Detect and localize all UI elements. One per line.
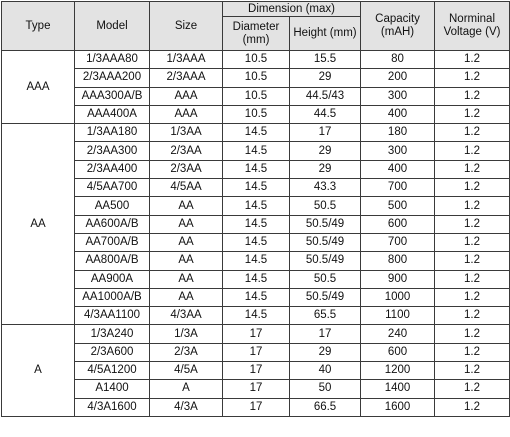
diameter-cell: 14.5 — [223, 197, 290, 215]
battery-spec-table — [1, 1, 510, 417]
table-header — [2, 2, 510, 51]
voltage-cell: 1.2 — [435, 380, 510, 398]
height-cell: 29 — [290, 69, 361, 87]
table-row — [2, 105, 510, 123]
size-cell: AAA — [150, 87, 223, 105]
diameter-cell: 10.5 — [223, 51, 290, 69]
diameter-cell: 17 — [223, 398, 290, 416]
header-diameter: Diameter (mm) — [223, 17, 290, 51]
type-cell: AAA — [2, 51, 75, 124]
diameter-cell: 10.5 — [223, 87, 290, 105]
voltage-cell: 1.2 — [435, 69, 510, 87]
table-row — [2, 307, 510, 325]
height-cell: 65.5 — [290, 307, 361, 325]
height-cell: 40 — [290, 362, 361, 380]
diameter-cell: 14.5 — [223, 124, 290, 142]
header-type: Type — [2, 2, 75, 51]
table-row — [2, 215, 510, 233]
size-cell: AA — [150, 270, 223, 288]
height-cell: 29 — [290, 343, 361, 361]
capacity-cell: 1600 — [361, 398, 435, 416]
header-size: Size — [150, 2, 223, 51]
type-cell: A — [2, 325, 75, 416]
voltage-cell: 1.2 — [435, 87, 510, 105]
diameter-cell: 17 — [223, 325, 290, 343]
size-cell: 2/3AAA — [150, 69, 223, 87]
voltage-cell: 1.2 — [435, 252, 510, 270]
table-row — [2, 69, 510, 87]
model-cell: 1/3A240 — [75, 325, 150, 343]
model-cell: 1/3AA180 — [75, 124, 150, 142]
height-cell: 50.5 — [290, 197, 361, 215]
height-cell: 44.5 — [290, 105, 361, 123]
table-row — [2, 142, 510, 160]
height-cell: 17 — [290, 325, 361, 343]
voltage-cell: 1.2 — [435, 105, 510, 123]
diameter-cell: 14.5 — [223, 160, 290, 178]
model-cell: AA900A — [75, 270, 150, 288]
height-cell: 15.5 — [290, 51, 361, 69]
model-cell: 4/5A1200 — [75, 362, 150, 380]
size-cell: 4/5AA — [150, 179, 223, 197]
diameter-cell: 10.5 — [223, 105, 290, 123]
table-row — [2, 398, 510, 416]
voltage-cell: 1.2 — [435, 233, 510, 251]
capacity-cell: 1200 — [361, 362, 435, 380]
diameter-cell: 14.5 — [223, 233, 290, 251]
height-cell: 29 — [290, 160, 361, 178]
size-cell: 4/3A — [150, 398, 223, 416]
size-cell: 1/3AA — [150, 124, 223, 142]
table-row — [2, 343, 510, 361]
diameter-cell: 14.5 — [223, 179, 290, 197]
model-cell: AA600A/B — [75, 215, 150, 233]
capacity-cell: 180 — [361, 124, 435, 142]
height-cell: 50.5/49 — [290, 252, 361, 270]
height-cell: 50.5/49 — [290, 233, 361, 251]
diameter-cell: 14.5 — [223, 307, 290, 325]
capacity-cell: 900 — [361, 270, 435, 288]
voltage-cell: 1.2 — [435, 343, 510, 361]
header-dimension: Dimension (max) — [223, 2, 361, 17]
model-cell: AAA300A/B — [75, 87, 150, 105]
model-cell: 2/3AAA200 — [75, 69, 150, 87]
voltage-cell: 1.2 — [435, 215, 510, 233]
voltage-cell: 1.2 — [435, 325, 510, 343]
header-capacity: Capacity (mAH) — [361, 2, 435, 51]
header-height: Height (mm) — [290, 17, 361, 51]
capacity-cell: 400 — [361, 160, 435, 178]
diameter-cell: 14.5 — [223, 288, 290, 306]
voltage-cell: 1.2 — [435, 197, 510, 215]
voltage-cell: 1.2 — [435, 179, 510, 197]
table-row — [2, 160, 510, 178]
model-cell: AA1000A/B — [75, 288, 150, 306]
model-cell: 4/5AA700 — [75, 179, 150, 197]
table-row — [2, 197, 510, 215]
diameter-cell: 14.5 — [223, 270, 290, 288]
size-cell: AA — [150, 252, 223, 270]
capacity-cell: 400 — [361, 105, 435, 123]
capacity-cell: 700 — [361, 233, 435, 251]
capacity-cell: 600 — [361, 343, 435, 361]
model-cell: AA700A/B — [75, 233, 150, 251]
voltage-cell: 1.2 — [435, 142, 510, 160]
capacity-cell: 1400 — [361, 380, 435, 398]
capacity-cell: 600 — [361, 215, 435, 233]
capacity-cell: 800 — [361, 252, 435, 270]
diameter-cell: 17 — [223, 362, 290, 380]
size-cell: 2/3AA — [150, 160, 223, 178]
diameter-cell: 14.5 — [223, 142, 290, 160]
capacity-cell: 300 — [361, 142, 435, 160]
capacity-cell: 200 — [361, 69, 435, 87]
size-cell: AA — [150, 233, 223, 251]
model-cell: AAA400A — [75, 105, 150, 123]
size-cell: A — [150, 380, 223, 398]
size-cell: 1/3AAA — [150, 51, 223, 69]
table-row — [2, 325, 510, 343]
height-cell: 50 — [290, 380, 361, 398]
diameter-cell: 10.5 — [223, 69, 290, 87]
voltage-cell: 1.2 — [435, 307, 510, 325]
model-cell: 2/3AA400 — [75, 160, 150, 178]
height-cell: 50.5 — [290, 270, 361, 288]
model-cell: AA500 — [75, 197, 150, 215]
height-cell: 44.5/43 — [290, 87, 361, 105]
voltage-cell: 1.2 — [435, 270, 510, 288]
size-cell: 1/3A — [150, 325, 223, 343]
header-model: Model — [75, 2, 150, 51]
height-cell: 17 — [290, 124, 361, 142]
table-row — [2, 124, 510, 142]
voltage-cell: 1.2 — [435, 398, 510, 416]
height-cell: 50.5/49 — [290, 288, 361, 306]
table-row — [2, 233, 510, 251]
diameter-cell: 17 — [223, 380, 290, 398]
capacity-cell: 1100 — [361, 307, 435, 325]
size-cell: 4/3AA — [150, 307, 223, 325]
capacity-cell: 1000 — [361, 288, 435, 306]
height-cell: 29 — [290, 142, 361, 160]
model-cell: AA800A/B — [75, 252, 150, 270]
size-cell: AA — [150, 288, 223, 306]
capacity-cell: 240 — [361, 325, 435, 343]
model-cell: 2/3A600 — [75, 343, 150, 361]
table-row — [2, 51, 510, 69]
model-cell: 4/3A1600 — [75, 398, 150, 416]
model-cell: 4/3AA1100 — [75, 307, 150, 325]
diameter-cell: 17 — [223, 343, 290, 361]
capacity-cell: 300 — [361, 87, 435, 105]
size-cell: 2/3A — [150, 343, 223, 361]
table-row — [2, 179, 510, 197]
size-cell: AAA — [150, 105, 223, 123]
voltage-cell: 1.2 — [435, 160, 510, 178]
diameter-cell: 14.5 — [223, 252, 290, 270]
model-cell: A1400 — [75, 380, 150, 398]
capacity-cell: 500 — [361, 197, 435, 215]
model-cell: 1/3AAA80 — [75, 51, 150, 69]
voltage-cell: 1.2 — [435, 362, 510, 380]
height-cell: 50.5/49 — [290, 215, 361, 233]
voltage-cell: 1.2 — [435, 288, 510, 306]
size-cell: 4/5A — [150, 362, 223, 380]
capacity-cell: 700 — [361, 179, 435, 197]
table-row — [2, 270, 510, 288]
header-voltage: Norminal Voltage (V) — [435, 2, 510, 51]
size-cell: 2/3AA — [150, 142, 223, 160]
table-row — [2, 87, 510, 105]
type-cell: AA — [2, 124, 75, 325]
height-cell: 43.3 — [290, 179, 361, 197]
table-row — [2, 380, 510, 398]
capacity-cell: 80 — [361, 51, 435, 69]
size-cell: AA — [150, 197, 223, 215]
size-cell: AA — [150, 215, 223, 233]
table-row — [2, 252, 510, 270]
voltage-cell: 1.2 — [435, 51, 510, 69]
table-row — [2, 288, 510, 306]
table-body — [2, 51, 510, 417]
table-row — [2, 362, 510, 380]
model-cell: 2/3AA300 — [75, 142, 150, 160]
height-cell: 66.5 — [290, 398, 361, 416]
voltage-cell: 1.2 — [435, 124, 510, 142]
diameter-cell: 14.5 — [223, 215, 290, 233]
